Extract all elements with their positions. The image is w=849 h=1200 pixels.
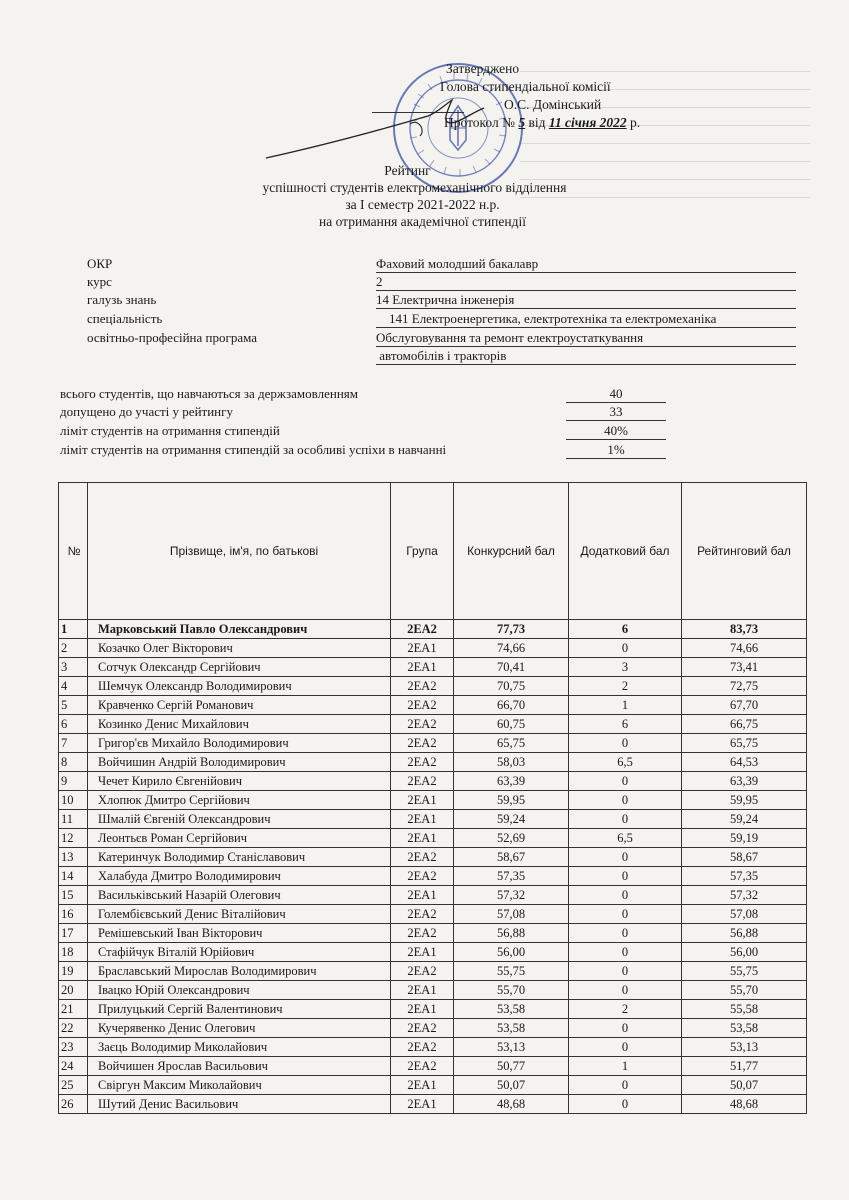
table-header-row <box>59 483 807 620</box>
stat-value: 40 <box>566 386 666 403</box>
student-name: Катеринчук Володимир Станіславович <box>88 848 391 867</box>
stat-row <box>0 442 849 460</box>
additional-score: 0 <box>569 905 682 924</box>
competitive-score: 57,35 <box>454 867 569 886</box>
group-code: 2ЕА1 <box>391 1076 454 1095</box>
competitive-score: 55,75 <box>454 962 569 981</box>
stat-label: ліміт студентів на отримання стипендій <box>60 423 280 438</box>
stat-label: ліміт студентів на отримання стипендій за особливі успіхи в навчанні <box>60 442 447 457</box>
additional-score: 0 <box>569 1076 682 1095</box>
stat-row <box>0 386 849 404</box>
student-name: Шемчук Олександр Володимирович <box>88 677 391 696</box>
table-row <box>59 753 807 772</box>
rating-score: 57,32 <box>682 886 807 905</box>
rating-score: 73,41 <box>682 658 807 677</box>
row-number: 5 <box>59 696 88 715</box>
group-code: 2ЕА1 <box>391 658 454 677</box>
header-name: Прізвище, ім'я, по батькові <box>88 483 391 620</box>
table-row <box>59 1076 807 1095</box>
group-code: 2ЕА1 <box>391 886 454 905</box>
title-heading: Рейтинг <box>384 163 431 178</box>
row-number: 19 <box>59 962 88 981</box>
group-code: 2ЕА2 <box>391 677 454 696</box>
additional-score: 2 <box>569 1000 682 1019</box>
competitive-score: 50,77 <box>454 1057 569 1076</box>
table-row <box>59 696 807 715</box>
additional-score: 0 <box>569 848 682 867</box>
row-number: 21 <box>59 1000 88 1019</box>
rating-score: 59,95 <box>682 791 807 810</box>
group-code: 2ЕА2 <box>391 962 454 981</box>
additional-score: 0 <box>569 867 682 886</box>
group-code: 2ЕА2 <box>391 772 454 791</box>
competitive-score: 52,69 <box>454 829 569 848</box>
row-number: 12 <box>59 829 88 848</box>
student-name: Заєць Володимир Миколайович <box>88 1038 391 1057</box>
competitive-score: 66,70 <box>454 696 569 715</box>
row-number: 13 <box>59 848 88 867</box>
group-code: 2ЕА1 <box>391 981 454 1000</box>
stat-value: 1% <box>566 442 666 459</box>
rating-score: 55,58 <box>682 1000 807 1019</box>
student-name: Свіргун Максим Миколайович <box>88 1076 391 1095</box>
protocol-date: 11 січня 2022 <box>548 115 627 130</box>
additional-score: 0 <box>569 924 682 943</box>
group-code: 2ЕА2 <box>391 696 454 715</box>
info-row <box>0 330 849 348</box>
row-number: 3 <box>59 658 88 677</box>
additional-score: 0 <box>569 1038 682 1057</box>
rating-score: 55,70 <box>682 981 807 1000</box>
student-name: Войчишин Андрій Володимирович <box>88 753 391 772</box>
header-competitive: Конкурсний бал <box>454 483 569 620</box>
group-code: 2ЕА1 <box>391 829 454 848</box>
group-code: 2ЕА2 <box>391 1019 454 1038</box>
table-row <box>59 677 807 696</box>
table-row <box>59 1000 807 1019</box>
rating-score: 83,73 <box>682 620 807 639</box>
table-row <box>59 848 807 867</box>
title-subject: успішності студентів електромеханічного відділення <box>262 180 567 195</box>
rating-score: 63,39 <box>682 772 807 791</box>
row-number: 15 <box>59 886 88 905</box>
info-label: ОКР <box>87 256 113 271</box>
competitive-score: 59,95 <box>454 791 569 810</box>
rating-score: 59,24 <box>682 810 807 829</box>
stat-label: всього студентів, що навчаються за держзамовленням <box>60 386 358 401</box>
additional-score: 6 <box>569 715 682 734</box>
rating-score: 72,75 <box>682 677 807 696</box>
rating-score: 51,77 <box>682 1057 807 1076</box>
row-number: 2 <box>59 639 88 658</box>
group-code: 2ЕА1 <box>391 943 454 962</box>
additional-score: 1 <box>569 1057 682 1076</box>
additional-score: 0 <box>569 886 682 905</box>
student-name: Козинко Денис Михайлович <box>88 715 391 734</box>
info-value: Фаховий молодший бакалавр <box>376 256 796 273</box>
additional-score: 0 <box>569 1095 682 1114</box>
student-name: Сотчук Олександр Сергійович <box>88 658 391 677</box>
rating-score: 59,19 <box>682 829 807 848</box>
group-code: 2ЕА1 <box>391 1095 454 1114</box>
stat-value: 33 <box>566 404 666 421</box>
row-number: 23 <box>59 1038 88 1057</box>
info-label: спеціальність <box>87 311 163 326</box>
rating-score: 67,70 <box>682 696 807 715</box>
student-name: Кравченко Сергій Романович <box>88 696 391 715</box>
row-number: 16 <box>59 905 88 924</box>
row-number: 22 <box>59 1019 88 1038</box>
info-value: Обслуговування та ремонт електроустаткування <box>376 330 796 347</box>
competitive-score: 57,32 <box>454 886 569 905</box>
student-name: Івацко Юрій Олександрович <box>88 981 391 1000</box>
competitive-score: 65,75 <box>454 734 569 753</box>
row-number: 7 <box>59 734 88 753</box>
student-name: Голембієвський Денис Віталійович <box>88 905 391 924</box>
rating-score: 50,07 <box>682 1076 807 1095</box>
row-number: 10 <box>59 791 88 810</box>
competitive-score: 70,41 <box>454 658 569 677</box>
info-value: 141 Електроенергетика, електротехніка та електромеханіка <box>376 311 796 328</box>
header-rating: Рейтинговий бал <box>682 483 807 620</box>
rating-score: 53,13 <box>682 1038 807 1057</box>
rating-score: 55,75 <box>682 962 807 981</box>
table-row <box>59 829 807 848</box>
row-number: 11 <box>59 810 88 829</box>
rating-score: 65,75 <box>682 734 807 753</box>
info-value: 14 Електрична інженерія <box>376 292 796 309</box>
approval-signatory: О.С. Домінський <box>504 97 602 112</box>
document-title <box>0 162 849 230</box>
title-period: за I семестр 2021-2022 н.р. <box>345 197 500 212</box>
competitive-score: 55,70 <box>454 981 569 1000</box>
rating-score: 64,53 <box>682 753 807 772</box>
row-number: 25 <box>59 1076 88 1095</box>
header-additional: Додатковий бал <box>569 483 682 620</box>
header-group: Група <box>391 483 454 620</box>
row-number: 18 <box>59 943 88 962</box>
info-value: 2 <box>376 274 796 291</box>
student-name: Чечет Кирило Євгенійович <box>88 772 391 791</box>
group-code: 2ЕА2 <box>391 1057 454 1076</box>
additional-score: 0 <box>569 772 682 791</box>
student-name: Стафійчук Віталій Юрійович <box>88 943 391 962</box>
header-number: № <box>59 483 88 620</box>
rating-score: 53,58 <box>682 1019 807 1038</box>
group-code: 2ЕА2 <box>391 924 454 943</box>
table-row <box>59 1057 807 1076</box>
student-name: Войчишен Ярослав Васильович <box>88 1057 391 1076</box>
competitive-score: 48,68 <box>454 1095 569 1114</box>
competitive-score: 56,88 <box>454 924 569 943</box>
group-code: 2ЕА1 <box>391 791 454 810</box>
group-code: 2ЕА1 <box>391 639 454 658</box>
rating-score: 66,75 <box>682 715 807 734</box>
info-row <box>0 292 849 310</box>
table-row <box>59 962 807 981</box>
info-row <box>0 274 849 292</box>
table-row <box>59 924 807 943</box>
info-label: галузь знань <box>87 292 157 307</box>
table-row <box>59 658 807 677</box>
info-row <box>0 256 849 274</box>
info-value: автомобілів і тракторів <box>376 348 796 365</box>
table-row <box>59 639 807 658</box>
table-row <box>59 772 807 791</box>
protocol-prefix: Протокол № <box>444 115 515 130</box>
row-number: 8 <box>59 753 88 772</box>
group-code: 2ЕА2 <box>391 734 454 753</box>
additional-score: 0 <box>569 734 682 753</box>
additional-score: 0 <box>569 791 682 810</box>
additional-score: 0 <box>569 810 682 829</box>
competitive-score: 50,07 <box>454 1076 569 1095</box>
rating-score: 56,88 <box>682 924 807 943</box>
protocol-suffix: р. <box>630 115 641 130</box>
student-name: Шутий Денис Васильович <box>88 1095 391 1114</box>
rating-score: 56,00 <box>682 943 807 962</box>
group-code: 2ЕА2 <box>391 753 454 772</box>
student-name: Васильківський Назарій Олегович <box>88 886 391 905</box>
competitive-score: 57,08 <box>454 905 569 924</box>
rating-score: 58,67 <box>682 848 807 867</box>
student-name: Леонтьєв Роман Сергійович <box>88 829 391 848</box>
competitive-score: 74,66 <box>454 639 569 658</box>
title-purpose: на отримання академічної стипендії <box>319 214 526 229</box>
rating-score: 74,66 <box>682 639 807 658</box>
additional-score: 6,5 <box>569 753 682 772</box>
competitive-score: 60,75 <box>454 715 569 734</box>
competitive-score: 53,58 <box>454 1000 569 1019</box>
student-name: Марковський Павло Олександрович <box>88 620 391 639</box>
row-number: 14 <box>59 867 88 886</box>
competitive-score: 59,24 <box>454 810 569 829</box>
competitive-score: 58,67 <box>454 848 569 867</box>
rating-score: 57,35 <box>682 867 807 886</box>
competitive-score: 53,13 <box>454 1038 569 1057</box>
additional-score: 0 <box>569 981 682 1000</box>
student-name: Шмалій Євгеній Олександрович <box>88 810 391 829</box>
rating-table <box>58 482 807 1114</box>
table-row <box>59 791 807 810</box>
table-row <box>59 1095 807 1114</box>
competitive-score: 63,39 <box>454 772 569 791</box>
group-code: 2ЕА2 <box>391 848 454 867</box>
protocol-mid: від <box>528 115 546 130</box>
table-row <box>59 620 807 639</box>
additional-score: 0 <box>569 943 682 962</box>
approval-position: Голова стипендіальної комісії <box>440 79 611 94</box>
group-code: 2ЕА2 <box>391 905 454 924</box>
table-row <box>59 810 807 829</box>
stat-label: допущено до участі у рейтингу <box>60 404 233 419</box>
additional-score: 3 <box>569 658 682 677</box>
competitive-score: 53,58 <box>454 1019 569 1038</box>
additional-score: 0 <box>569 639 682 658</box>
rating-score: 57,08 <box>682 905 807 924</box>
group-code: 2ЕА2 <box>391 715 454 734</box>
row-number: 17 <box>59 924 88 943</box>
competitive-score: 58,03 <box>454 753 569 772</box>
info-row <box>0 348 849 366</box>
student-name: Кучерявенко Денис Олегович <box>88 1019 391 1038</box>
table-body <box>59 620 807 1114</box>
student-name: Григор'єв Михайло Володимирович <box>88 734 391 753</box>
table-row <box>59 943 807 962</box>
additional-score: 6,5 <box>569 829 682 848</box>
group-code: 2ЕА1 <box>391 810 454 829</box>
table-row <box>59 734 807 753</box>
additional-score: 1 <box>569 696 682 715</box>
competitive-score: 77,73 <box>454 620 569 639</box>
row-number: 1 <box>59 620 88 639</box>
rating-score: 48,68 <box>682 1095 807 1114</box>
additional-score: 0 <box>569 962 682 981</box>
group-code: 2ЕА1 <box>391 1000 454 1019</box>
row-number: 9 <box>59 772 88 791</box>
additional-score: 0 <box>569 1019 682 1038</box>
stat-row <box>0 423 849 441</box>
row-number: 24 <box>59 1057 88 1076</box>
protocol-number: 5 <box>518 115 526 130</box>
group-code: 2ЕА2 <box>391 1038 454 1057</box>
group-code: 2ЕА2 <box>391 620 454 639</box>
student-name: Браславський Мирослав Володимирович <box>88 962 391 981</box>
table-row <box>59 886 807 905</box>
student-name: Козачко Олег Вікторович <box>88 639 391 658</box>
student-name: Халабуда Дмитро Володимирович <box>88 867 391 886</box>
stat-value: 40% <box>566 423 666 440</box>
table-row <box>59 867 807 886</box>
table-row <box>59 1019 807 1038</box>
table-row <box>59 981 807 1000</box>
stat-row <box>0 404 849 422</box>
group-code: 2ЕА2 <box>391 867 454 886</box>
row-number: 6 <box>59 715 88 734</box>
student-name: Прилуцький Сергій Валентинович <box>88 1000 391 1019</box>
competitive-score: 56,00 <box>454 943 569 962</box>
handwritten-signature <box>260 96 490 166</box>
row-number: 4 <box>59 677 88 696</box>
competitive-score: 70,75 <box>454 677 569 696</box>
approval-label: Затверджено <box>446 61 520 76</box>
info-label: курс <box>87 274 112 289</box>
row-number: 20 <box>59 981 88 1000</box>
table-row <box>59 715 807 734</box>
additional-score: 6 <box>569 620 682 639</box>
table-row <box>59 1038 807 1057</box>
student-name: Ремішевський Іван Вікторович <box>88 924 391 943</box>
row-number: 26 <box>59 1095 88 1114</box>
additional-score: 2 <box>569 677 682 696</box>
info-row <box>0 311 849 329</box>
info-label: освітньо-професійна програма <box>87 330 257 345</box>
student-name: Хлопюк Дмитро Сергійович <box>88 791 391 810</box>
table-row <box>59 905 807 924</box>
